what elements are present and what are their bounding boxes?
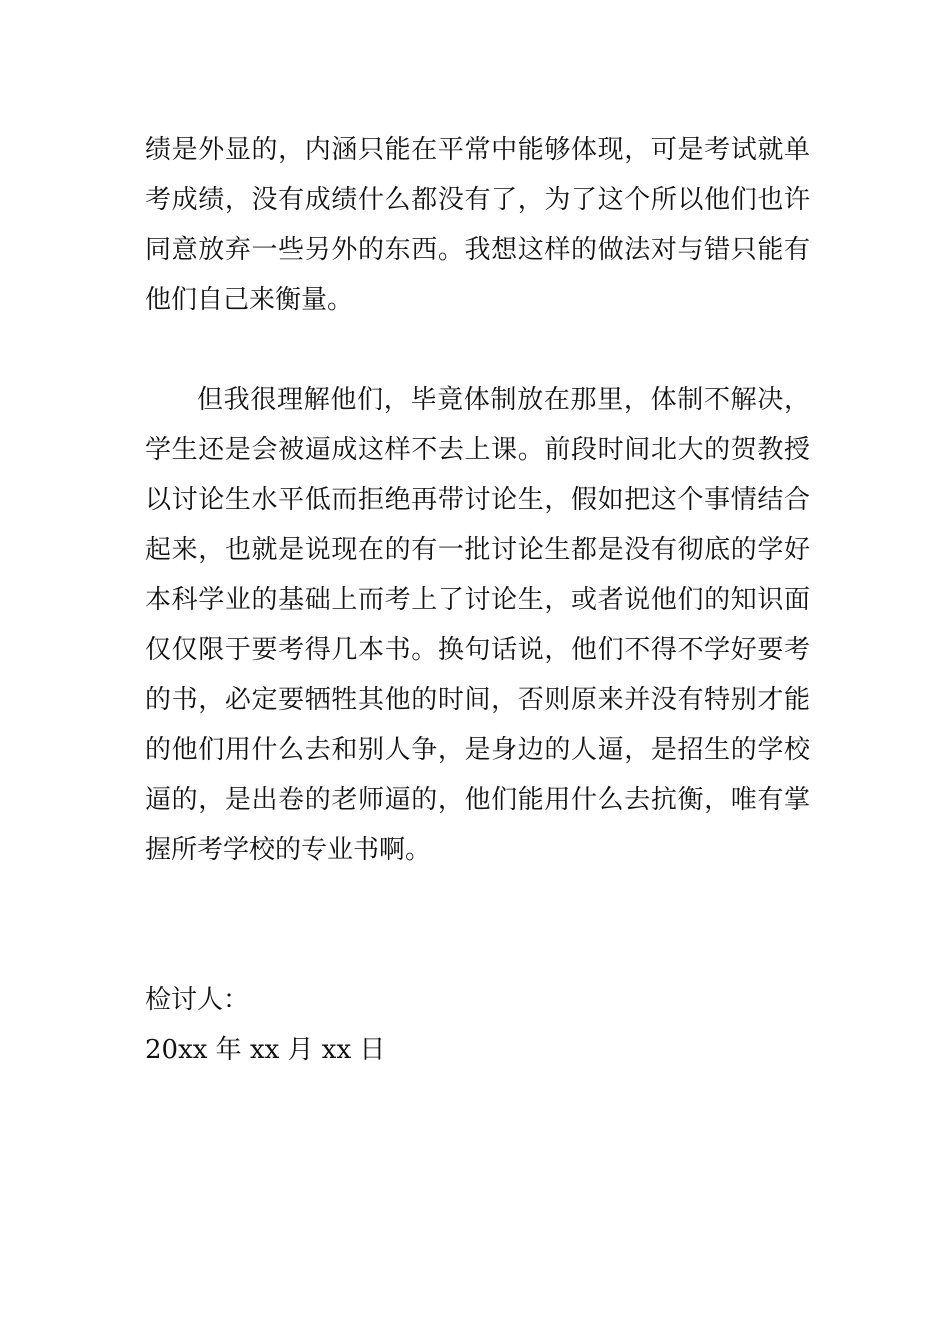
paragraph-line: 他们自己来衡量。 <box>145 285 354 315</box>
signature-date: 20xx 年 xx 月 xx 日 <box>145 1035 386 1065</box>
paragraph-line: 本科学业的基础上而考上了讨论生，或者说他们的知识面 <box>145 585 810 615</box>
paragraph-line: 绩是外显的，内涵只能在平常中能够体现，可是考试就单 <box>145 135 810 165</box>
paragraph-line: 同意放弃一些另外的东西。我想这样的做法对与错只能有 <box>145 235 810 265</box>
paragraph-line: 起来，也就是说现在的有一批讨论生都是没有彻底的学好 <box>145 535 810 565</box>
paragraph-line: 的他们用什么去和别人争，是身边的人逼，是招生的学校 <box>145 735 810 765</box>
paragraph-line: 握所考学校的专业书啊。 <box>145 835 432 865</box>
paragraph-line: 学生还是会被逼成这样不去上课。前段时间北大的贺教授 <box>145 435 810 465</box>
paragraph-line: 仅仅限于要考得几本书。换句话说，他们不得不学好要考 <box>145 635 810 665</box>
paragraph-line: 逼的，是出卷的老师逼的，他们能用什么去抗衡，唯有掌 <box>145 785 810 815</box>
signature-block <box>145 975 810 1075</box>
paragraph-line: 以讨论生水平低而拒绝再带讨论生，假如把这个事情结合 <box>145 485 810 515</box>
reviewer-label: 检讨人： <box>145 985 250 1015</box>
paragraph-1 <box>145 125 810 325</box>
paragraph-line: 考成绩，没有成绩什么都没有了，为了这个所以他们也许 <box>145 185 810 215</box>
paragraph-2 <box>145 375 810 875</box>
paragraph-line: 但我很理解他们，毕竟体制放在那里，体制不解决， <box>197 385 810 415</box>
paragraph-line: 的书，必定要牺牲其他的时间，否则原来并没有特别才能 <box>145 685 810 715</box>
